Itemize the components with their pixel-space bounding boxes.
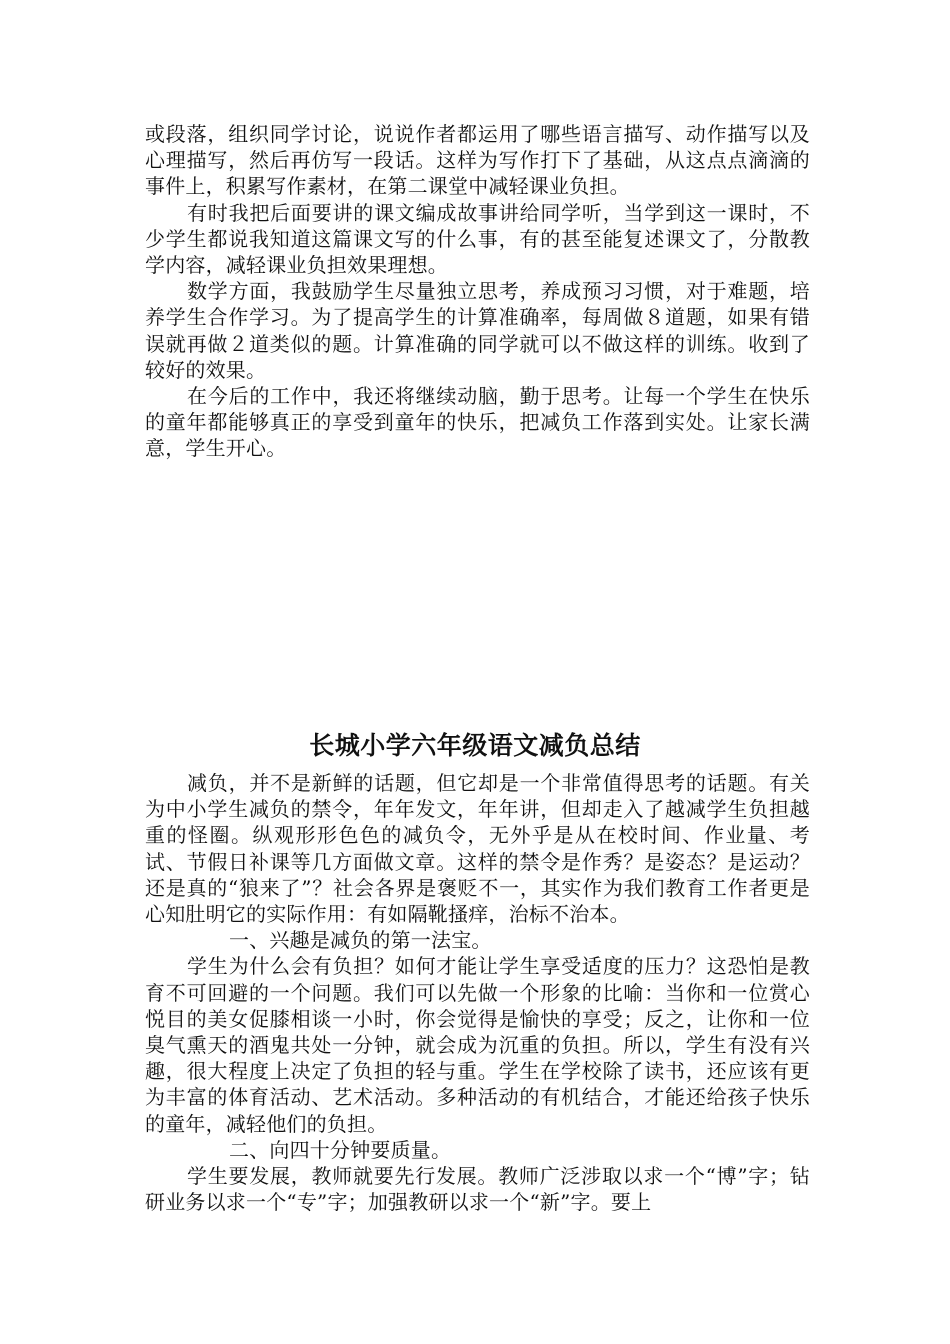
paragraph-storytelling: 有时我把后面要讲的课文编成故事讲给同学听，当学到这一课时，不少学生都说我知道这篇课文写的什么事，有的甚至能复述课文了，分散教学内容，减轻课业负担效果理想。 <box>145 200 810 278</box>
previous-article-continuation <box>145 121 810 462</box>
article-title: 长城小学六年级语文减负总结 <box>309 731 641 760</box>
paragraph-writing-practice: 或段落，组织同学讨论，说说作者都运用了哪些语言描写、动作描写以及心理描写，然后再仿写一段话。这样为写作打下了基础，从这点点滴滴的事件上，积累写作素材，在第二课堂中减轻课业负担。 <box>145 122 810 199</box>
paragraph-intro: 减负，并不是新鲜的话题，但它却是一个非常值得思考的话题。有关为中小学生减负的禁令，年年发文，年年讲，但却走入了越减学生负担越重的怪圈。纵观形形色色的减负令，无外乎是从在校时间、作业量、考试、节假日补课等几方面做文章。这样的禁令是作秀？是姿态？是运动？还是真的“狼来了”？社会各界是褒贬不一，其实作为我们教育工作者更是心知肚明它的实际作用：有如隔靴搔痒，治标不治本。 <box>145 771 810 927</box>
paragraph-interest: 学生为什么会有负担？如何才能让学生享受适度的压力？这恐怕是教育不可回避的一个问题。我们可以先做一个形象的比喻：当你和一位赏心悦目的美女促膝相谈一小时，你会觉得是愉快的享受；反之，让你和一位臭气熏天的酒鬼共处一分钟，就会成为沉重的负担。所以，学生有没有兴趣，很大程度上决定了负担的轻与重。学生在学校除了读书，还应该有更为丰富的体育活动、艺术活动。多种活动的有机结合，才能还给孩子快乐的童年，减轻他们的负担。 <box>145 954 810 1136</box>
section-heading-interest: 一、兴趣是减负的第一法宝。 <box>229 928 492 953</box>
paragraph-teacher-development: 学生要发展，教师就要先行发展。教师广泛涉取以求一个“博”字；钻研业务以求一个“专”字；加强教研以求一个“新”字。要上 <box>145 1164 810 1215</box>
article-body <box>145 770 810 1215</box>
paragraph-math: 数学方面，我鼓励学生尽量独立思考，养成预习习惯，对于难题，培养学生合作学习。为了提高学生的计算准确率，每周做８道题，如果有错误就再做２道类似的题。计算准确的同学就可以不做这样的训练。收到了较好的效果。 <box>145 279 810 382</box>
section-heading-quality: 二、向四十分钟要质量。 <box>229 1137 452 1162</box>
paragraph-future-work: 在今后的工作中，我还将继续动脑，勤于思考。让每一个学生在快乐的童年都能够真正的享受到童年的快乐，把减负工作落到实处。让家长满意，学生开心。 <box>145 384 810 461</box>
